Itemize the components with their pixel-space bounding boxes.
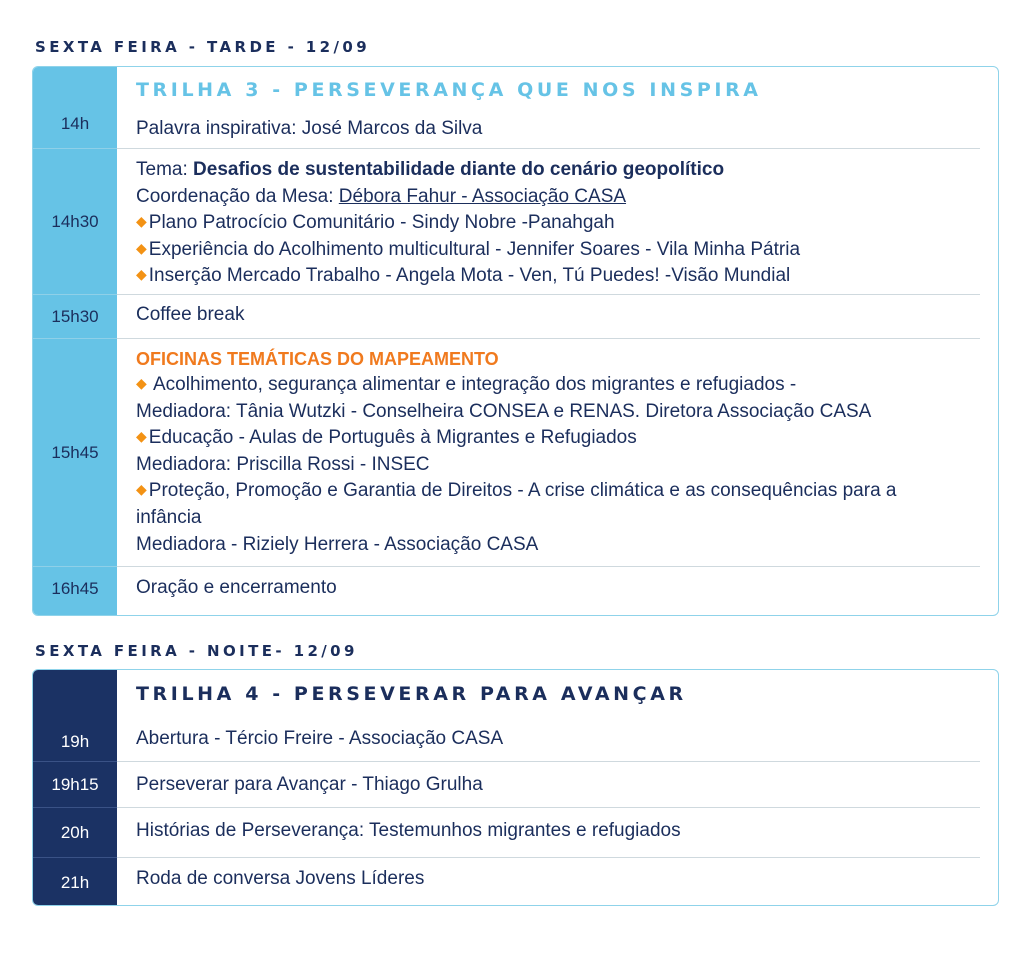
- orange-diamond-icon: ◆: [136, 266, 147, 283]
- row-text: Roda de conversa Jovens Líderes: [136, 868, 425, 889]
- mediator-line: Mediadora - Riziely Herrera - Associação CASA: [136, 533, 539, 555]
- row-time: 19h15: [51, 775, 99, 794]
- row-time: 20h: [60, 823, 90, 842]
- coordinator-link[interactable]: Débora Fahur - Associação CASA: [338, 185, 627, 207]
- row-text: Perseverar para Avançar - Thiago Grulha: [136, 774, 483, 795]
- row-text: Coffee break: [136, 304, 245, 325]
- workshops-title: OFICINAS TEMÁTICAS DO MAPEAMENTO: [136, 349, 499, 369]
- row-text: Palavra inspirativa: José Marcos da Silva: [136, 118, 483, 139]
- track-4-title: TRILHA 4 - PERSEVERAR PARA AVANÇAR: [136, 683, 687, 705]
- schedule-row-19h15: [33, 762, 998, 808]
- night-section-heading: SEXTA FEIRA - NOITE- 12/09: [35, 642, 358, 660]
- row-text: Abertura - Tércio Freire - Associação CASA: [136, 728, 504, 749]
- list-item: ◆ Inserção Mercado Trabalho - Angela Mota - Ven, Tú Puedes! -Visão Mundial: [136, 265, 791, 287]
- row-text: Histórias de Perseverança: Testemunhos migrantes e refugiados: [136, 820, 681, 841]
- orange-diamond-icon: ◆: [136, 213, 147, 230]
- schedule-row-19h: [33, 716, 998, 762]
- orange-diamond-icon: ◆: [136, 428, 147, 445]
- theme-line: Tema: Desafios de sustentabilidade diante do cenário geopolítico: [136, 159, 725, 180]
- list-item: ◆ Experiência do Acolhimento multicultural - Jennifer Soares - Vila Minha Pátria: [136, 238, 801, 260]
- schedule-row-20h: [33, 808, 998, 858]
- row-time: 15h45: [51, 443, 99, 462]
- orange-diamond-icon: ◆: [136, 481, 147, 498]
- afternoon-section-heading: SEXTA FEIRA - TARDE - 12/09: [35, 38, 371, 56]
- row-time: 14h: [60, 114, 90, 133]
- mediator-line: Mediadora: Priscilla Rossi - INSEC: [136, 453, 430, 475]
- row-time: 16h45: [51, 579, 99, 598]
- orange-diamond-icon: ◆: [136, 375, 147, 391]
- list-item: ◆ Acolhimento, segurança alimentar e integração dos migrantes e refugiados -: [136, 374, 797, 395]
- row-time: 21h: [60, 872, 90, 892]
- list-item: ◆ Educação - Aulas de Português à Migrantes e Refugiados: [136, 427, 637, 449]
- row-text: Oração e encerramento: [136, 577, 337, 598]
- night-schedule-card: [32, 669, 999, 906]
- orange-diamond-icon: ◆: [136, 239, 147, 256]
- afternoon-schedule-card: [32, 66, 999, 616]
- track-3-title: TRILHA 3 - PERSEVERANÇA QUE NOS INSPIRA: [136, 79, 762, 101]
- mediator-line: Mediadora: Tânia Wutzki - Conselheira CONSEA e RENAS. Diretora Associação CASA: [136, 400, 872, 422]
- row-time: 15h30: [51, 307, 99, 326]
- schedule-row-21h: [33, 858, 998, 906]
- schedule-row-15h30: [33, 295, 998, 339]
- list-item: ◆ Plano Patrocício Comunitário - Sindy Nobre -Panahgah: [136, 212, 615, 234]
- coordination-line: Coordenação da Mesa: Débora Fahur - Associação CASA: [136, 185, 627, 207]
- schedule-row-14h: [33, 67, 998, 149]
- row-time: 14h30: [51, 212, 99, 231]
- schedule-row-14h30: [33, 149, 998, 295]
- list-item: ◆ Proteção, Promoção e Garantia de Direitos - A crise climática e as consequências para a infância: [136, 480, 897, 528]
- schedule-row-15h45: [33, 339, 998, 567]
- schedule-row-16h45: [33, 567, 998, 616]
- row-time: 19h: [60, 732, 90, 751]
- theme-title: Desafios de sustentabilidade diante do cenário geopolítico: [193, 159, 725, 180]
